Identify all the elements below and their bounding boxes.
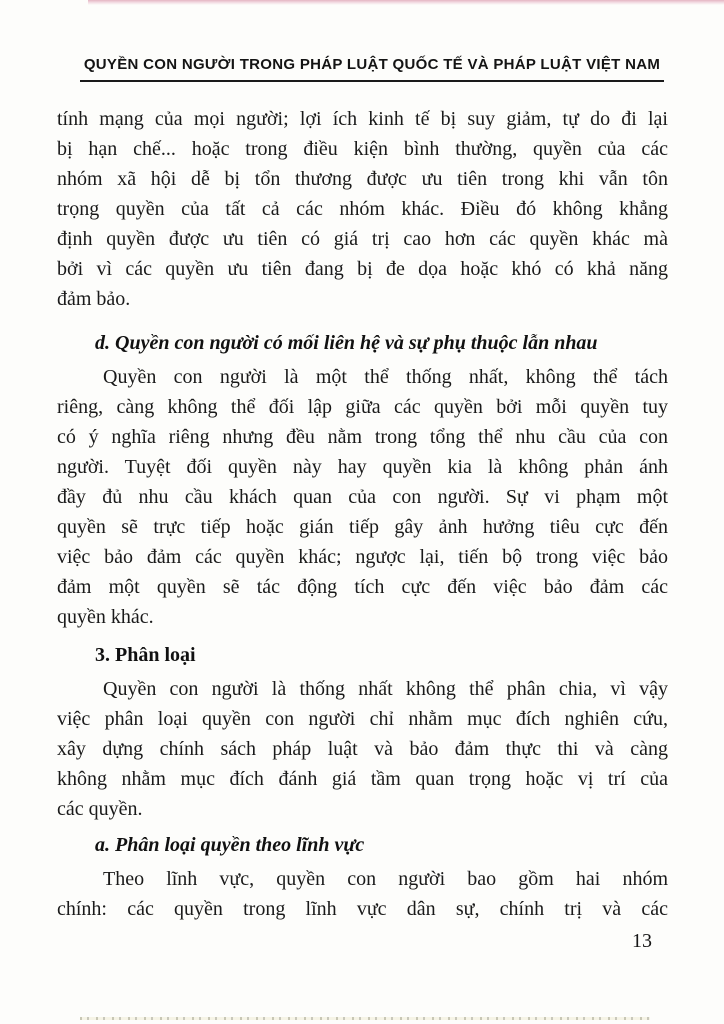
subheading-d-interdependence: d. Quyền con người có mối liên hệ và sự phụ thuộc lẫn nhau bbox=[95, 332, 598, 354]
text-line: Quyền con người là thống nhất không thể phân chia, vì vậy bbox=[103, 678, 668, 700]
text-line: Theo lĩnh vực, quyền con người bao gồm hai nhóm bbox=[103, 868, 668, 890]
text-line: bởi vì các quyền ưu tiên đang bị đe dọa hoặc khó có khả năng bbox=[57, 258, 668, 280]
scan-edge-top-strip bbox=[88, 0, 724, 5]
text-line: Quyền con người là một thể thống nhất, không thể tách bbox=[103, 366, 668, 388]
paragraph-by-field bbox=[57, 864, 668, 924]
section-heading-phan-loai: 3. Phân loại bbox=[95, 644, 196, 666]
scan-edge-bottom-strip bbox=[80, 1017, 650, 1020]
running-header: QUYỀN CON NGƯỜI TRONG PHÁP LUẬT QUỐC TẾ VÀ PHÁP LUẬT VIỆT NAM bbox=[80, 56, 664, 82]
subheading-a-linh-vuc: a. Phân loại quyền theo lĩnh vực bbox=[95, 834, 365, 856]
text-line: các quyền. bbox=[57, 798, 143, 820]
text-line: không nhằm mục đích đánh giá tầm quan trọng hoặc vị trí của bbox=[57, 768, 668, 790]
text-line: việc phân loại quyền con người chỉ nhằm mục đích nghiên cứu, bbox=[57, 708, 668, 730]
text-line: trọng quyền của tất cả các nhóm khác. Điều đó không khẳng bbox=[57, 198, 668, 220]
text-line: quyền sẽ trực tiếp hoặc gián tiếp gây ảnh hưởng tiêu cực đến bbox=[57, 516, 668, 538]
text-line: có ý nghĩa riêng nhưng đều nằm trong tổng thể nhu cầu của con bbox=[57, 426, 668, 448]
text-line: người. Tuyệt đối quyền này hay quyền kia là không phản ánh bbox=[57, 456, 668, 478]
text-line: bị hạn chế... hoặc trong điều kiện bình thường, quyền của các bbox=[57, 138, 668, 160]
text-line: tính mạng của mọi người; lợi ích kinh tế bị suy giảm, tự do đi lại bbox=[57, 108, 668, 130]
text-line: quyền khác. bbox=[57, 606, 154, 628]
text-line: định quyền được ưu tiên có giá trị cao hơn các quyền khác mà bbox=[57, 228, 668, 250]
text-line: riêng, càng không thể đối lập giữa các quyền bởi mỗi quyền tuy bbox=[57, 396, 668, 418]
page-body-text bbox=[57, 104, 668, 924]
text-line: chính: các quyền trong lĩnh vực dân sự, chính trị và các bbox=[57, 898, 668, 920]
paragraph-classification bbox=[57, 674, 668, 824]
text-line: việc bảo đảm các quyền khác; ngược lại, tiến bộ trong việc bảo bbox=[57, 546, 668, 568]
text-line: nhóm xã hội dễ bị tổn thương được ưu tiên trong khi vẫn tôn bbox=[57, 168, 668, 190]
text-line: đảm bảo. bbox=[57, 288, 131, 310]
page-number: 13 bbox=[632, 930, 652, 952]
text-line: đầy đủ nhu cầu khách quan của con người. Sự vi phạm một bbox=[57, 486, 668, 508]
paragraph-interdependence bbox=[57, 362, 668, 632]
paragraph-continuation bbox=[57, 104, 668, 314]
text-line: đảm một quyền sẽ tác động tích cực đến việc bảo đảm các bbox=[57, 576, 668, 598]
text-line: xây dựng chính sách pháp luật và bảo đảm thực thi và càng bbox=[57, 738, 668, 760]
